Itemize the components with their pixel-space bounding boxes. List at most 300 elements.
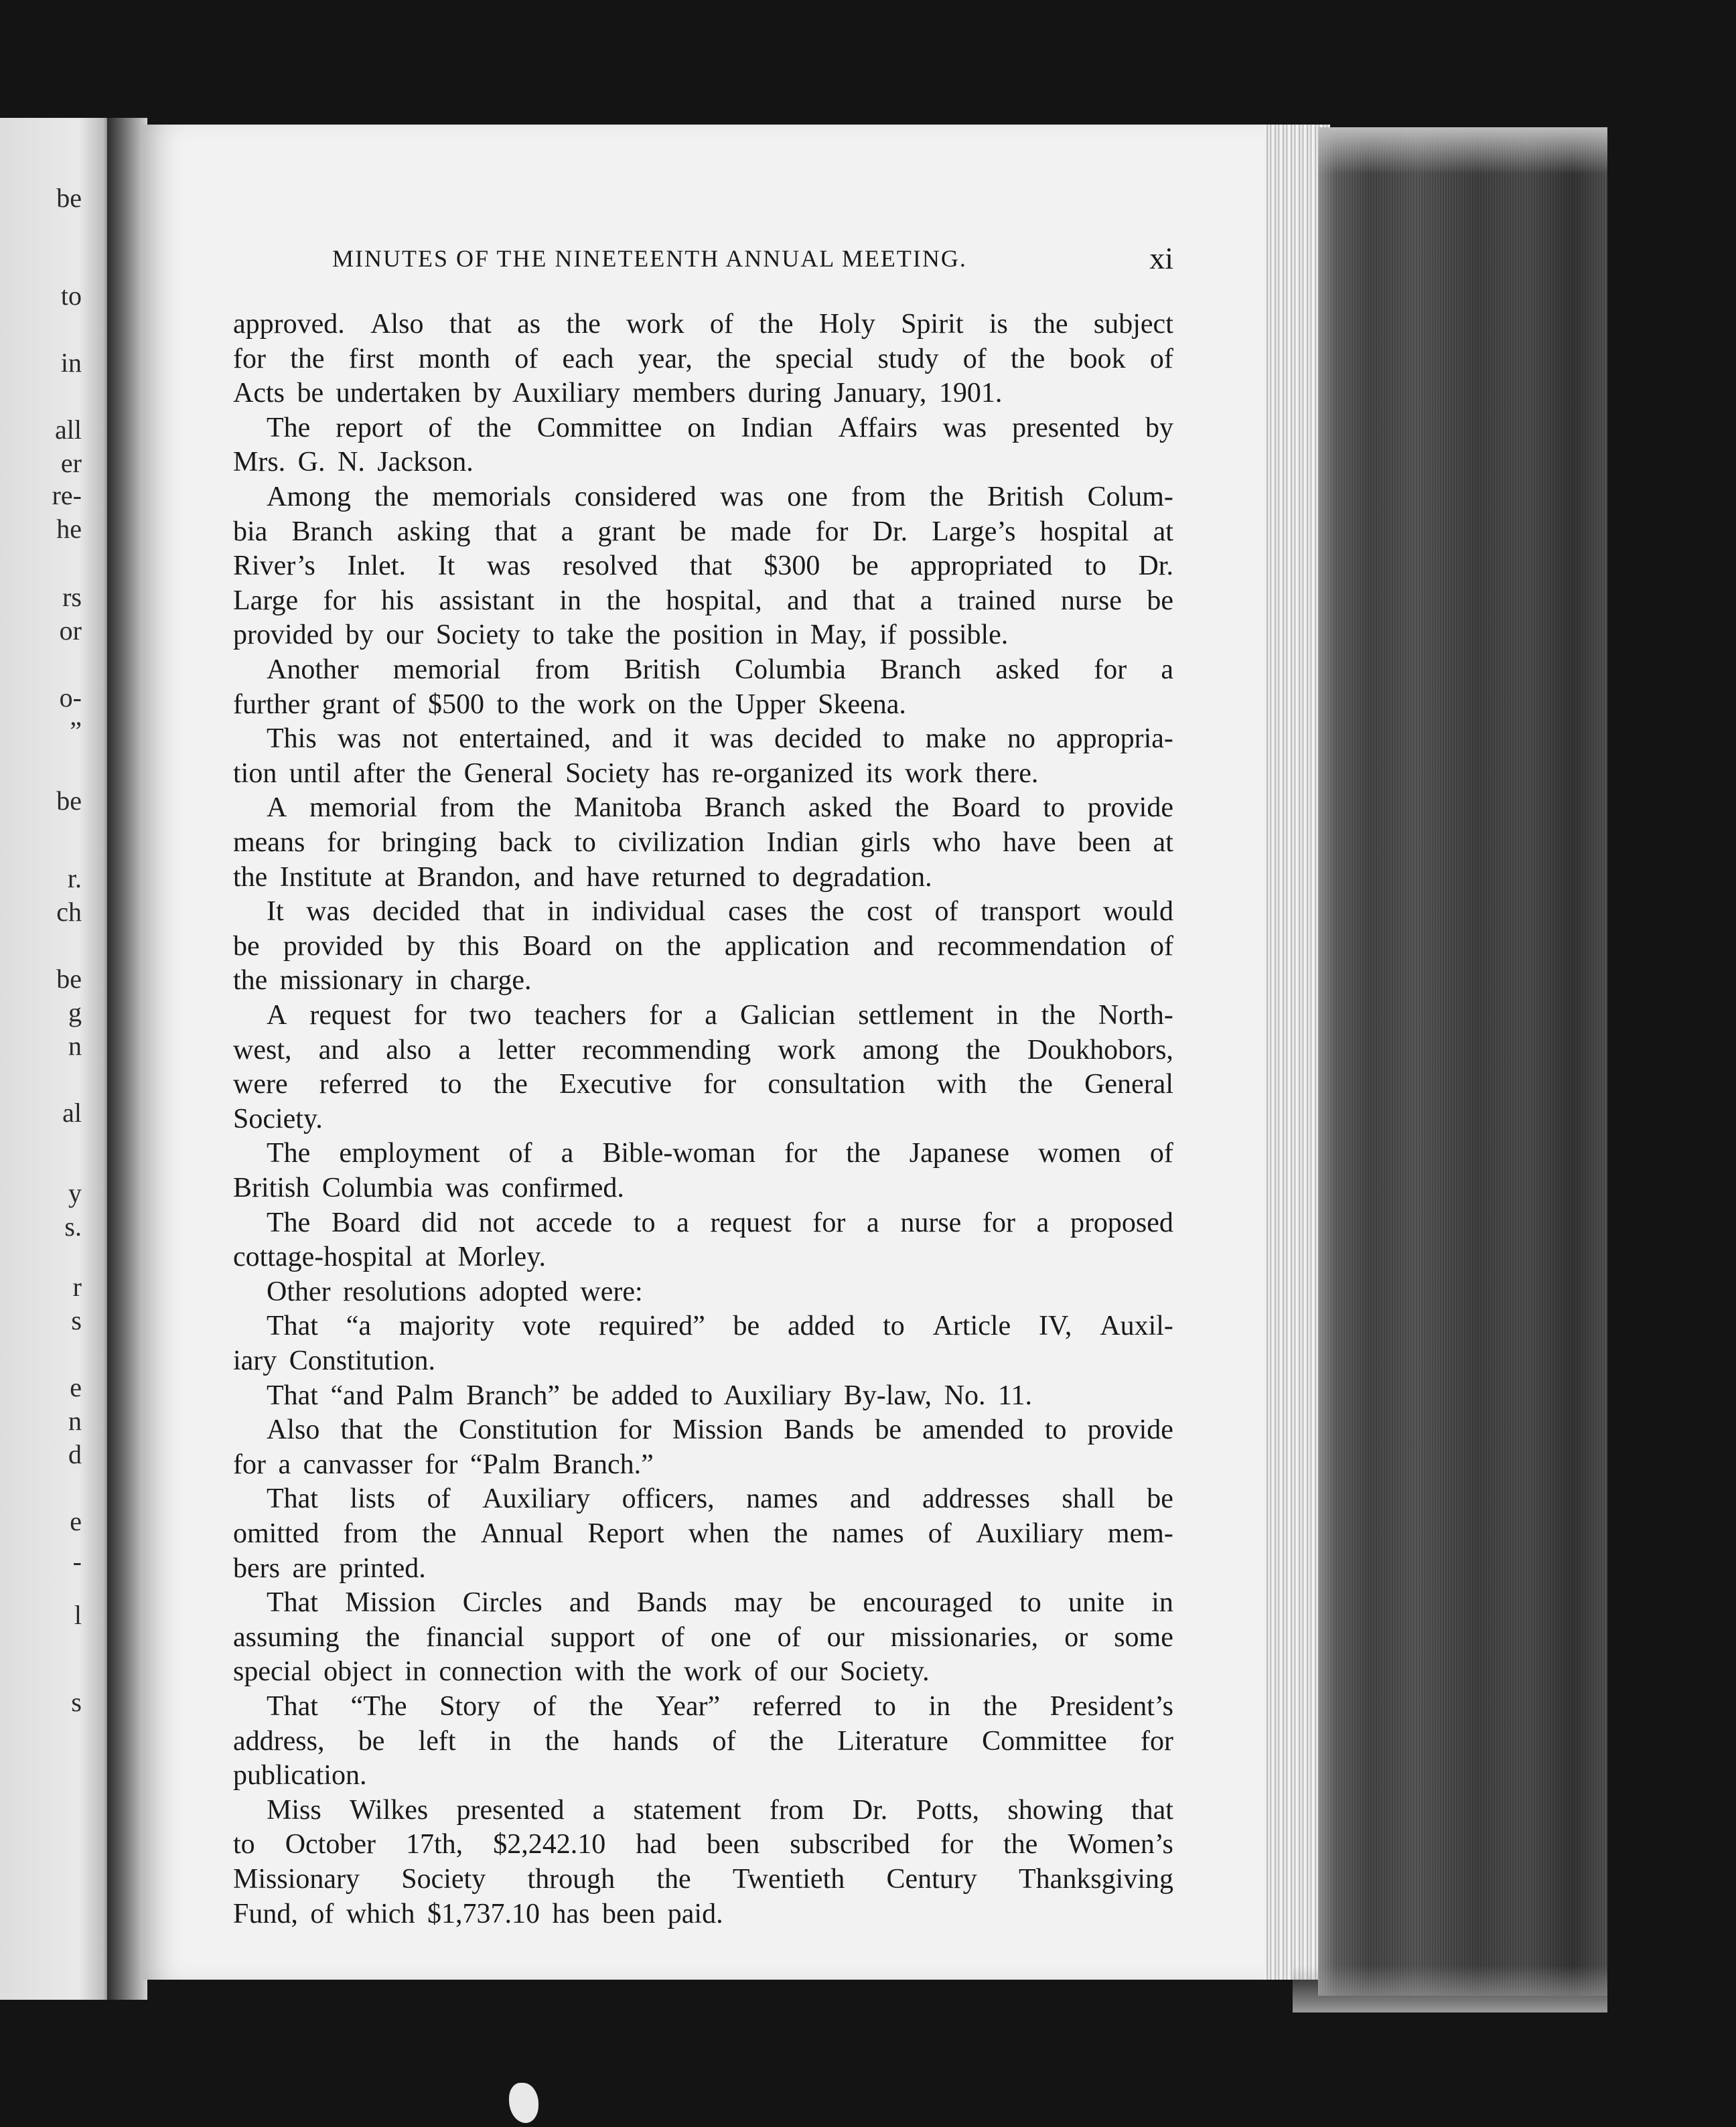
word: recommendation (937, 930, 1127, 962)
word: the (894, 792, 930, 824)
word: The (267, 1207, 311, 1238)
word: bia (233, 516, 268, 547)
word: the (517, 792, 552, 824)
word: to (882, 723, 905, 755)
word: of (777, 1621, 801, 1653)
word: Society (401, 1864, 486, 1895)
word: mem- (1107, 1518, 1173, 1549)
word: presented (456, 1794, 565, 1826)
facing-page-fragment: ” (70, 716, 82, 746)
word: the (545, 1725, 580, 1757)
text-line: publication. (233, 1760, 367, 1791)
word: back (499, 827, 553, 858)
facing-page-fragment: al (62, 1098, 82, 1128)
word: Branch (291, 516, 373, 547)
word: of (427, 1483, 451, 1515)
word: some (1114, 1621, 1173, 1653)
word: the (769, 1725, 804, 1757)
word: hospital, (666, 585, 762, 616)
text-line: Society. (233, 1103, 323, 1134)
word: River’s (233, 551, 315, 582)
word: 17th, (406, 1829, 463, 1860)
text-line (233, 1309, 1173, 1343)
word: means (233, 827, 305, 858)
word: Report (587, 1518, 664, 1549)
word: the (846, 1138, 881, 1169)
text-line (233, 894, 1173, 929)
word: is (989, 309, 1008, 340)
word: that (1131, 1794, 1173, 1826)
word: two (469, 1000, 512, 1031)
word: be (809, 1587, 837, 1619)
word: decided (372, 896, 460, 928)
word: Literature (837, 1725, 948, 1757)
word: when (688, 1518, 749, 1549)
word: It (267, 896, 284, 928)
word: provided (283, 930, 384, 962)
word: consultation (768, 1069, 906, 1100)
text-line (233, 1481, 1173, 1516)
word: in (996, 1000, 1019, 1031)
word: had (636, 1829, 676, 1860)
running-head-title: MINUTES OF THE NINETEENTH ANNUAL MEETING. (332, 245, 967, 272)
word: transport (981, 896, 1081, 928)
word: a (1036, 1207, 1050, 1238)
text-line: Mrs. G. N. Jackson. (233, 447, 474, 478)
text-line (233, 480, 1173, 514)
word: the (1003, 1829, 1038, 1860)
word: did (421, 1207, 457, 1238)
word: of (962, 343, 987, 374)
word: his (381, 585, 415, 616)
word: subject (1093, 309, 1173, 340)
facing-page-fragment: e (70, 1372, 82, 1402)
word: the (666, 930, 701, 962)
text-line (233, 790, 1173, 825)
facing-page-fragment: re- (52, 480, 82, 510)
word: and (849, 1483, 891, 1515)
text-line (233, 721, 1173, 756)
text-line: cottage-hospital at Morley. (233, 1242, 546, 1273)
word: address, (233, 1725, 325, 1757)
word: resolved (562, 551, 658, 582)
word: to (874, 1691, 896, 1722)
word: encouraged (863, 1587, 993, 1619)
text-line (233, 998, 1173, 1033)
word: referred (319, 1069, 409, 1100)
word: and (611, 723, 653, 755)
word: Wilkes (349, 1794, 429, 1826)
word: for (703, 1069, 737, 1100)
word: Affairs (838, 412, 918, 443)
word: Potts, (916, 1794, 980, 1826)
facing-page-fragment: er (60, 448, 82, 478)
word: IV, (1039, 1311, 1072, 1342)
word: be (1147, 585, 1173, 616)
word: letter (497, 1034, 556, 1066)
word: and (873, 930, 914, 962)
word: Indian (741, 412, 813, 443)
word: Holy (818, 309, 875, 340)
word: That (267, 1311, 318, 1342)
word: Board (522, 930, 592, 962)
word: Century (886, 1864, 977, 1895)
word: the (1033, 309, 1068, 340)
word: was (486, 551, 531, 582)
facing-page-fragment: d (68, 1439, 82, 1469)
word: omitted (233, 1518, 319, 1549)
fore-edge-highlight (1318, 127, 1607, 174)
word: that (689, 551, 732, 582)
word: a (867, 1207, 879, 1238)
word: was (306, 896, 350, 928)
word: the (589, 1691, 624, 1722)
word: be (875, 1414, 902, 1446)
facing-page-fragment: all (55, 415, 82, 445)
word: also (386, 1034, 432, 1066)
word: application (724, 930, 850, 962)
word: Japanese (909, 1138, 1009, 1169)
word: President’s (1050, 1691, 1173, 1722)
word: women (1038, 1138, 1121, 1169)
word: one (710, 1621, 751, 1653)
word: month (418, 343, 491, 374)
facing-page-fragment: s (71, 1305, 82, 1335)
facing-page-fragment: r (72, 1272, 82, 1302)
word: names (746, 1483, 818, 1515)
word: hospital (1039, 516, 1129, 547)
word: on (687, 412, 716, 443)
word: Mission (672, 1414, 764, 1446)
word: Committee (982, 1725, 1107, 1757)
word: book (1069, 343, 1126, 374)
word: through (527, 1864, 616, 1895)
word: appropriated (910, 551, 1053, 582)
text-line: bers are printed. (233, 1552, 426, 1584)
word: Board (951, 792, 1021, 824)
word: memorial (309, 792, 417, 824)
word: and (318, 1034, 360, 1066)
text-line: for a canvasser for “Palm Branch.” (233, 1449, 654, 1480)
word: from (343, 1518, 399, 1549)
word: the (966, 1034, 1001, 1066)
word: for (323, 585, 356, 616)
text-line (233, 583, 1173, 618)
word: showing (1007, 1794, 1103, 1826)
text-line: Other resolutions adopted were: (267, 1276, 643, 1307)
word: it (673, 723, 689, 755)
word: may (733, 1587, 783, 1619)
word: the (929, 482, 964, 512)
facing-page-fragment: y (68, 1178, 82, 1208)
word: Committee (536, 412, 662, 443)
word: memorial (392, 654, 501, 685)
word: Large (233, 585, 299, 616)
word: was (709, 723, 753, 755)
word: required” (599, 1311, 705, 1342)
word: special (775, 343, 854, 374)
word: employment (339, 1138, 480, 1169)
word: Auxiliary (482, 1483, 591, 1515)
word: for (982, 1207, 1015, 1238)
word: memorials (432, 482, 551, 512)
word: It (437, 551, 455, 582)
word: settlement (858, 1000, 974, 1031)
word: Mission (345, 1587, 436, 1619)
word: Annual (480, 1518, 564, 1549)
word: civilization (618, 827, 745, 858)
word: no (1007, 723, 1035, 755)
word: report (336, 412, 403, 443)
text-line (233, 1516, 1173, 1551)
word: Auxiliary (975, 1518, 1084, 1549)
word: Constitution (458, 1414, 598, 1446)
word: our (826, 1621, 865, 1653)
text-line (233, 342, 1173, 376)
word: to (439, 1069, 462, 1100)
text-line (233, 411, 1173, 445)
word: who (932, 827, 981, 858)
word: was (337, 723, 382, 755)
word: each (562, 343, 614, 374)
text-line: provided by our Society to take the position in May, if possible. (233, 619, 1009, 651)
word: request (309, 1000, 391, 1031)
word: in (547, 896, 569, 928)
word: grant (597, 516, 656, 547)
word: the (810, 896, 845, 928)
word: one (787, 482, 828, 512)
text-line (233, 1827, 1173, 1862)
text-line: the Institute at Brandon, and have returned to degradation. (233, 861, 932, 893)
word: Bible-woman (602, 1138, 756, 1169)
facing-page-fragment: rs (62, 582, 82, 612)
word: added (788, 1311, 855, 1342)
word: Women’s (1068, 1829, 1173, 1860)
word: made (730, 516, 792, 547)
facing-page-fragment: or (59, 615, 82, 646)
word: vote (522, 1311, 571, 1342)
word: would (1102, 896, 1173, 928)
word: a (1161, 654, 1173, 685)
text-line (233, 929, 1173, 964)
word: in (928, 1691, 951, 1722)
facing-page-fragment: - (72, 1546, 82, 1576)
word: first (348, 343, 394, 374)
word: asking (396, 516, 471, 547)
word: was (719, 482, 764, 512)
word: left (418, 1725, 456, 1757)
word: at (1153, 827, 1173, 858)
word: “a (346, 1311, 372, 1342)
text-line (233, 1412, 1173, 1447)
word: That (267, 1587, 318, 1619)
word: for (233, 343, 266, 374)
word: by (1145, 412, 1173, 443)
word: among (862, 1034, 940, 1066)
text-line: Fund, of which $1,737.10 has been paid. (233, 1898, 723, 1929)
word: That (267, 1691, 318, 1722)
word: Board (331, 1207, 401, 1238)
facing-page-fragment: o- (59, 682, 82, 713)
word: accede (535, 1207, 613, 1238)
word: of (532, 1691, 557, 1722)
text-line: further grant of $500 to the work on the Upper Skeena. (233, 688, 906, 720)
text-line (233, 514, 1173, 549)
word: the (477, 412, 512, 443)
word: Manitoba (574, 792, 682, 824)
text-line: British Columbia was confirmed. (233, 1173, 624, 1203)
word: teachers (534, 1000, 627, 1031)
word: a (705, 1000, 717, 1031)
word: girls (860, 827, 911, 858)
text-line: the missionary in charge. (233, 965, 532, 997)
word: bringing (381, 827, 478, 858)
facing-page-fragment: ch (56, 897, 82, 927)
word: and (569, 1587, 610, 1619)
word: Bands (636, 1587, 707, 1619)
word: a (920, 585, 933, 616)
page-number: xi (1149, 241, 1173, 275)
word: for (649, 1000, 682, 1031)
word: Colum- (1087, 482, 1173, 512)
word: from (851, 482, 906, 512)
word: for (812, 1207, 846, 1238)
word: of (1149, 1138, 1173, 1169)
word: Missionary (233, 1864, 360, 1895)
word: study (877, 343, 939, 374)
word: Spirit (901, 309, 964, 340)
word: the (1018, 1069, 1053, 1100)
text-line (233, 1862, 1173, 1897)
word: shall (1062, 1483, 1115, 1515)
word: on (615, 930, 644, 962)
facing-page-fragment: s. (64, 1212, 82, 1242)
word: Branch (704, 792, 786, 824)
word: that (853, 585, 895, 616)
word: of (712, 1725, 736, 1757)
text-line: special object in connection with the work of our Society. (233, 1656, 930, 1688)
word: of (428, 412, 452, 443)
word: work (778, 1034, 836, 1066)
facing-page-fragment: be (56, 183, 82, 213)
facing-page-fragment: be (56, 964, 82, 994)
word: financial (426, 1621, 524, 1653)
word: have (1003, 827, 1056, 858)
word: The (267, 412, 311, 443)
word: names (832, 1518, 904, 1549)
book-fore-edge (1318, 127, 1607, 1996)
word: Story (439, 1691, 501, 1722)
word: the (1011, 343, 1045, 374)
word: missionaries, (890, 1621, 1039, 1653)
word: Dr. (872, 516, 908, 547)
word: That (267, 1483, 318, 1515)
word: Among (267, 482, 351, 512)
word: Article (932, 1311, 1011, 1342)
word: to (1043, 792, 1065, 824)
word: presented (1012, 412, 1120, 443)
word: be (733, 1311, 760, 1342)
text-line (233, 1033, 1173, 1068)
word: the (983, 1691, 1018, 1722)
word: to (1044, 1414, 1067, 1446)
word: approved. (233, 309, 345, 340)
text-line: That “and Palm Branch” be added to Auxiliary By-law, No. 11. (267, 1380, 1032, 1411)
word: A (267, 1000, 287, 1031)
word: were (233, 1069, 288, 1100)
word: cases (728, 896, 788, 928)
word: west, (233, 1034, 292, 1066)
word: a (561, 516, 574, 547)
word: majority (399, 1311, 495, 1342)
word: Circles (462, 1587, 542, 1619)
word: for (618, 1414, 652, 1446)
facing-page-fragment: n (68, 1031, 82, 1061)
running-head (233, 238, 1173, 279)
word: individual (591, 896, 706, 928)
word: to (233, 1829, 255, 1860)
text-line: tion until after the General Society has re-organized its work there. (233, 757, 1039, 789)
word: A (267, 792, 287, 824)
word: asked (808, 792, 873, 824)
word: make (925, 723, 987, 755)
word: with (936, 1069, 987, 1100)
word: be (679, 516, 707, 547)
word: from (769, 1794, 824, 1826)
text-line (233, 652, 1173, 687)
word: to (574, 827, 596, 858)
word: $300 (764, 551, 820, 582)
word: decided (774, 723, 862, 755)
facing-page-edge (0, 118, 113, 2000)
word: the (656, 1864, 691, 1895)
word: the (717, 343, 751, 374)
word: nurse (1060, 585, 1122, 616)
word: the (422, 1518, 457, 1549)
word: be (1147, 1483, 1173, 1515)
facing-page-fragment: be (56, 786, 82, 816)
text-line (233, 1205, 1173, 1240)
word: considered (574, 482, 697, 512)
word: to (883, 1311, 905, 1342)
word: the (606, 585, 641, 616)
text-line (233, 1689, 1173, 1724)
word: Dr. (852, 1794, 888, 1826)
word: to (1084, 551, 1106, 582)
word: from (439, 792, 495, 824)
word: Also (267, 1414, 320, 1446)
fore-edge-shadow (1293, 1966, 1607, 2012)
word: Columbia (735, 654, 846, 685)
word: Twentieth (732, 1864, 845, 1895)
word: of (709, 309, 733, 340)
word: in (559, 585, 581, 616)
word: the (773, 1518, 808, 1549)
word: a (592, 1794, 605, 1826)
word: by (407, 930, 435, 962)
word: Thanksgiving (1019, 1864, 1173, 1895)
word: as (517, 309, 541, 340)
word: in (1151, 1587, 1173, 1619)
word: of (1149, 343, 1173, 374)
word: the (403, 1414, 438, 1446)
word: the (759, 309, 794, 340)
word: to (1019, 1587, 1041, 1619)
book-gutter (107, 118, 147, 2000)
word: request (710, 1207, 792, 1238)
word: that (340, 1414, 383, 1446)
text-line (233, 1724, 1173, 1759)
